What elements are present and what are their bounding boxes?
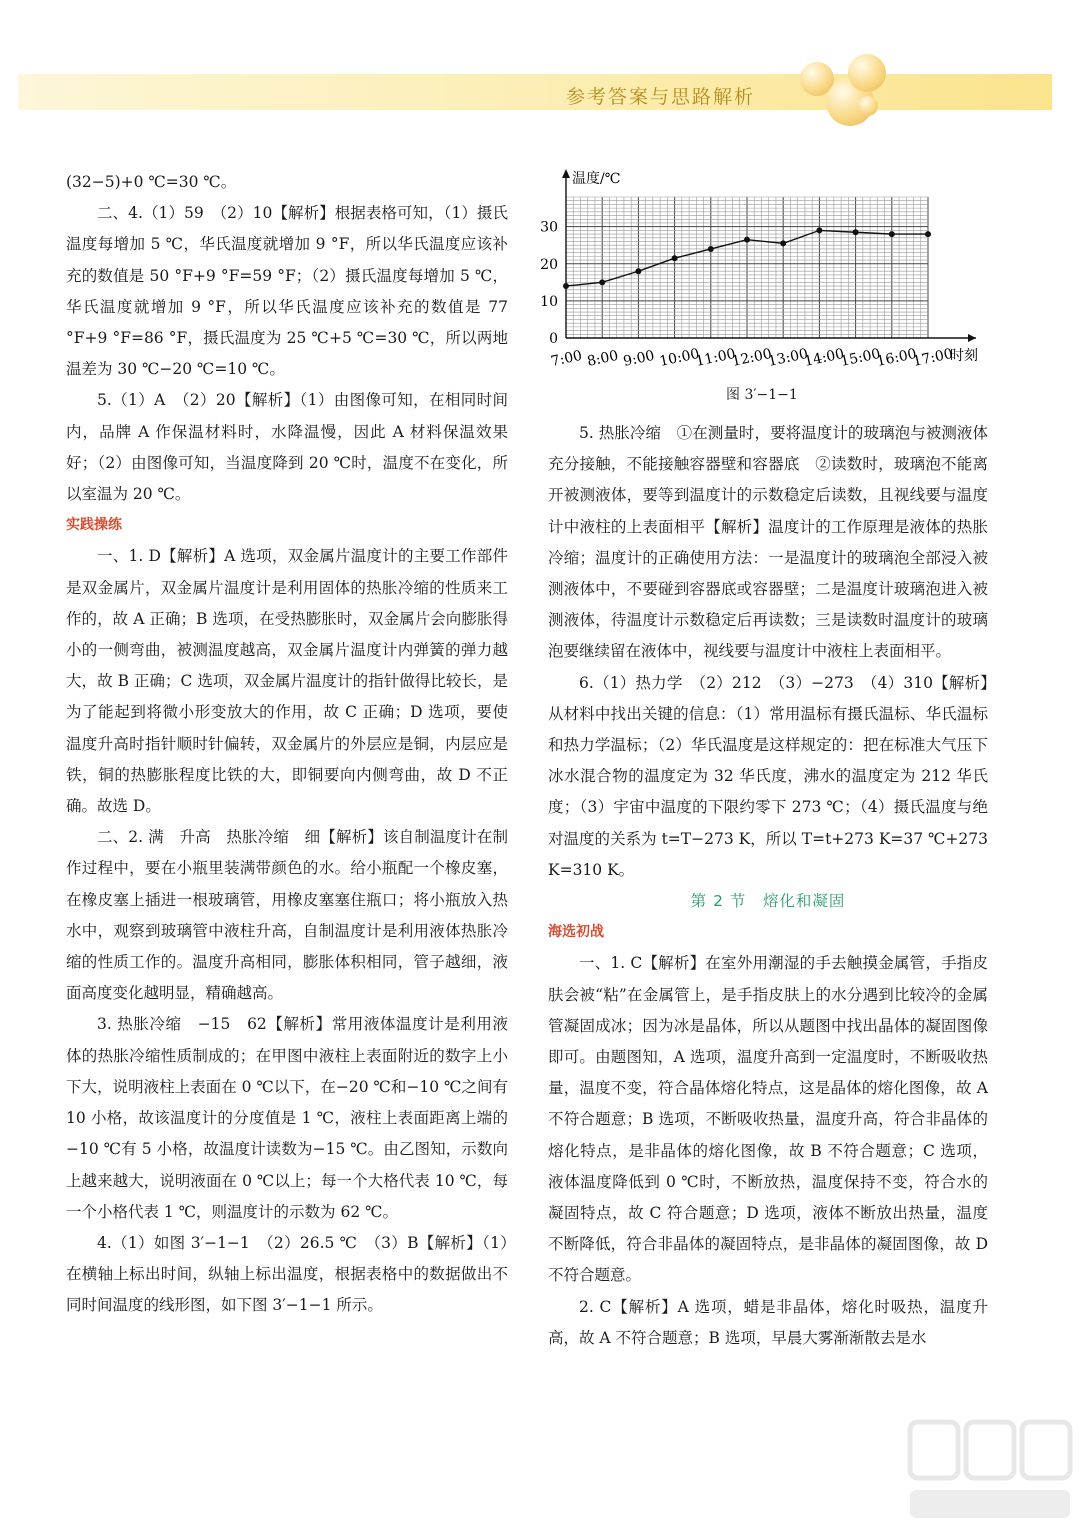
answer-paragraph: 6.（1）热力学 （2）212 （3）−273 （4）310【解析】从材料中找出关键的信息：（1）常用温标有摄氏温标、华氏温标和热力学温标；（2）华氏温度是这样规定的：把在标准大气压下冰水混合物的温度定为 32 华氏度，沸水的温度定为 212 华氏度；（3）宇宙中温度的下限约零下 273 ℃；（4）摄氏温度与绝对温度的关系为 t=T−273 K，所以 T=t+273 K=37 ℃+273 K=310 K。 xyxy=(548,673,988,879)
watermark-logo xyxy=(906,1416,1076,1526)
x-tick-label: 13:00 xyxy=(766,345,810,370)
y-tick-label: 20 xyxy=(540,256,558,273)
chapter-heading: 第 2 节 熔化和凝固 xyxy=(690,892,846,911)
y-axis-arrow xyxy=(562,169,570,178)
answer-paragraph: 5. 热胀冷缩 ①在测量时，要将温度计的玻璃泡与被测液体充分接触，不能接触容器壁和容器底 ②读数时，玻璃泡不能离开被测液体，要等到温度计的示数稳定后读数，且视线要与温度计中液柱的上表面相平【解析】温度计的工作原理是液体的热胀冷缩；温度计的正确使用方法：一是温度计的玻璃泡全部浸入被测液体中，不要碰到容器底或容器壁；二是温度计玻璃泡进入被测液体，待温度计示数稳定后再读数；三是读数时温度计的玻璃泡要继续留在液体中，视线要与温度计中液柱上表面相平。 xyxy=(548,424,988,661)
x-tick-label: 9:00 xyxy=(621,347,656,370)
y-tick-label: 10 xyxy=(540,293,558,310)
y-axis-label: 温度/℃ xyxy=(572,171,621,187)
answer-paragraph: 二、4.（1）59 （2）10【解析】根据表格可知，（1）摄氏温度每增加 5 ℃，华氏温度就增加 9 °F，所以华氏温度应该补充的数值是 50 °F+9 °F=59 °F；（2）摄氏温度每增加 5 ℃，华氏温度就增加 9 °F，所以华氏温度应该补充的数值是 77 °F+9 °F=86 °F，摄氏温度为 25 ℃+5 ℃=30 ℃，所以两地温差为 30 ℃−20 ℃=10 ℃。 xyxy=(66,204,508,379)
answer-paragraph: 二、2. 满 升高 热胀冷缩 细【解析】该自制温度计在制作过程中，要在小瓶里装满带颜色的水。给小瓶配一个橡皮塞，在橡皮塞上插进一根玻璃管，用橡皮塞塞住瓶口；将小瓶放入热水中，观察到玻璃管中液柱升高，自制温度计是利用液体热胀冷缩的性质工作的。温度升高相同，膨胀体积相同，管子越细，液面高度变化越明显，精确越高。 xyxy=(66,828,508,1003)
answer-paragraph: 3. 热胀冷缩 −15 62【解析】常用液体温度计是利用液体的热胀冷缩性质制成的；在甲图中液柱上表面附近的数字上小下大，说明液柱上表面在 0 ℃以下，在−20 ℃和−10 ℃之间有 10 小格，故该温度计的分度值是 1 ℃，液柱上表面距离上端的−10 ℃有 5 小格，故温度计读数为−15 ℃。由乙图知，示数向上越来越大，说明液面在 0 ℃以上；每一个大格代表 10 ℃，每一个小格代表 1 ℃，则温度计的示数为 62 ℃。 xyxy=(66,1015,508,1221)
x-tick-label: 8:00 xyxy=(585,347,620,370)
data-point xyxy=(925,231,931,237)
x-tick-label: 12:00 xyxy=(730,345,774,370)
answer-paragraph: 2. C【解析】A 选项，蜡是非晶体，熔化时吸热，温度升高，故 A 不符合题意；B 选项，早晨大雾渐渐散去是水 xyxy=(548,1297,988,1347)
answer-paragraph: 4.（1）如图 3′−1−1 （2）26.5 ℃ （3）B【解析】（1）在横轴上标出时间，纵轴上标出温度，根据表格中的数据做出不同时间温度的线形图，如下图 3′−1−1 所示。 xyxy=(66,1233,508,1315)
data-point xyxy=(889,231,895,237)
temperature-chart xyxy=(540,165,1000,405)
data-point xyxy=(708,246,714,252)
answer-paragraph: 一、1. C【解析】在室外用潮湿的手去触摸金属管，手指皮肤会被“粘”在金属管上，是手指皮肤上的水分遇到比较冷的金属管凝固成冰；因为冰是晶体，所以从题图中找出晶体的凝固图像即可。由题图知，A 选项，温度升高到一定温度时，不断吸收热量，温度不变，符合晶体熔化特点，这是晶体的熔化图像，故 A 不符合题意；B 选项，不断吸收热量，温度升高，符合非晶体的熔化特点，是非晶体的熔化图像，故 B 不符合题意；C 选项，液体温度降低到 0 ℃时，不断放热，温度保持不变，符合水的凝固特点，故 C 符合题意；D 选项，液体不断放出热量，温度不断降低，符合非晶体的凝固特点，是非晶体的凝固图像，故 D 不符合题意。 xyxy=(548,954,988,1285)
y-tick-label: 30 xyxy=(540,219,558,236)
answer-paragraph: 一、1. D【解析】A 选项，双金属片温度计的主要工作部件是双金属片，双金属片温度计是利用固体的热胀冷缩的性质来工作的，故 A 正确；B 选项，在受热膨胀时，双金属片会向膨胀得小的一侧弯曲，被测温度越高，双金属片温度计内弹簧的弹力越大，故 B 正确；C 选项，双金属片温度计的指针做得比较长，是为了能起到将微小形变放大的作用，故 C 正确；D 选项，要使温度升高时指针顺时针偏转，双金属片的外层应是铜，内层应是铁，铜的热膨胀程度比铁的大，即铜要向内侧弯曲，故 D 不正确。故选 D。 xyxy=(66,547,508,816)
data-point xyxy=(672,255,678,261)
answer-paragraph: (32−5)+0 ℃=30 ℃。 xyxy=(66,173,237,191)
data-point xyxy=(816,227,822,233)
data-point xyxy=(744,237,750,243)
y-tick-label: 0 xyxy=(549,331,558,347)
x-axis-arrow xyxy=(968,334,976,342)
x-tick-label: 7:00 xyxy=(549,347,584,370)
x-tick-label: 17:00 xyxy=(911,345,955,370)
data-point xyxy=(599,279,605,285)
x-axis-label: 时刻 xyxy=(950,348,978,364)
chart-svg xyxy=(540,165,1000,405)
section-heading: 实践操练 xyxy=(66,517,122,534)
x-tick-label: 15:00 xyxy=(839,345,882,370)
figure-caption: 图 3′−1−1 xyxy=(726,387,798,403)
section-heading: 海选初战 xyxy=(548,924,604,941)
data-point xyxy=(635,268,641,274)
x-tick-label: 11:00 xyxy=(694,345,738,370)
x-tick-label: 14:00 xyxy=(802,345,846,370)
right-column xyxy=(548,418,988,1354)
x-tick-label: 16:00 xyxy=(875,345,919,370)
header-title: 参考答案与思路解析 xyxy=(566,86,756,108)
decor-bubble xyxy=(848,54,886,92)
data-point xyxy=(853,229,859,235)
answer-paragraph: 5.（1）A （2）20【解析】（1）由图像可知，在相同时间内，品牌 A 作保温材料时，水降温慢，因此 A 材料保温效果好；（2）由图像可知，当温度降到 20 ℃时，温度不在变化，所以室温为 20 ℃。 xyxy=(66,391,508,504)
left-column xyxy=(66,167,508,1322)
data-point xyxy=(563,283,569,289)
data-point xyxy=(780,240,786,246)
header-band xyxy=(18,74,1052,110)
x-tick-label: 10:00 xyxy=(658,345,701,370)
decor-bubble xyxy=(858,96,878,116)
